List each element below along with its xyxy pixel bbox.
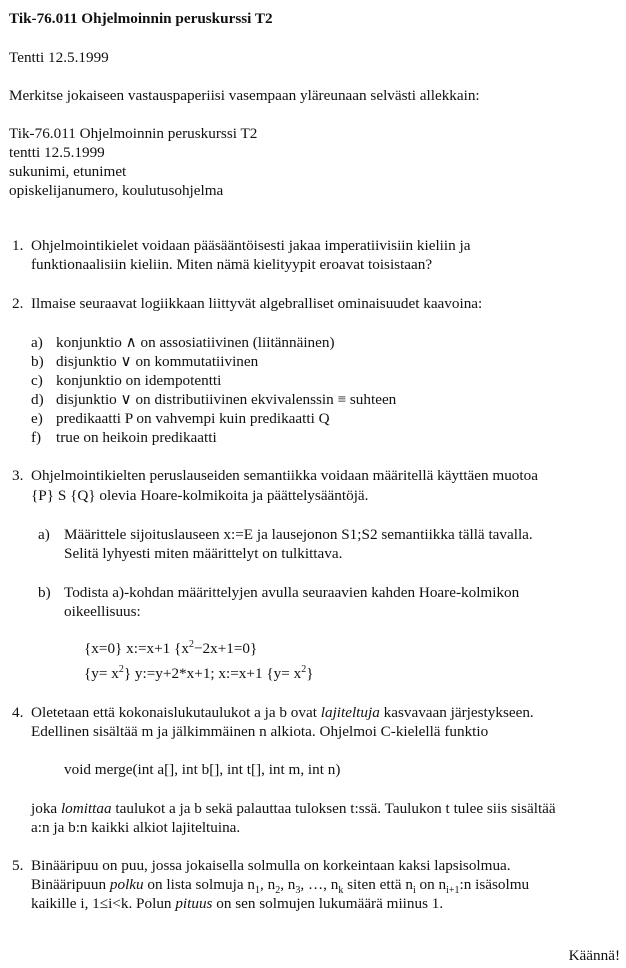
subquestion-label: a) [38, 526, 50, 543]
item-label: b) [31, 353, 44, 370]
question-text: joka lomittaa taulukot a ja b sekä palauttaa tuloksen t:ssä. Taulukon t tulee siis sisältää [31, 800, 556, 817]
function-signature: void merge(int a[], int b[], int t[], int m, int n) [64, 761, 341, 778]
subquestion-text: Todista a)-kohdan määrittelyjen avulla seuraavien kahden Hoare-kolmikon [64, 584, 520, 601]
question-text: Binääripuun polku on lista solmuja $n_1$, $n_2$, $n_3$, …, $n_k$ siten että $n_i$ on $n_{i+1}:n$ isäsolmu [31, 876, 530, 897]
instruction: Merkitse jokaiseen vastauspaperiisi vasempaan yläreunaan selvästi allekkain: [9, 87, 480, 104]
question-text: kaikille i, 1≤i<k. Polun pituus on sen solmujen lukumäärä miinus 1. [31, 895, 444, 912]
question-text: Edellinen sisältää m ja jälkimmäinen n alkiota. Ohjelmoi C-kielellä funktio [31, 723, 489, 740]
question-text: funktionaalisiin kieliin. Miten nämä kielityypit eroavat toisistaan? [31, 256, 433, 273]
mark-line: Tik-76.011 Ohjelmoinnin peruskurssi T2 [9, 125, 258, 142]
item-label: e) [31, 410, 43, 427]
item-text: disjunktio ∨ on distributiivinen ekvivalenssin ≡ suhteen [56, 391, 397, 408]
subquestion-label: b) [38, 584, 51, 601]
question-text: Ohjelmointikielet voidaan pääsääntöisesti jakaa imperatiivisiin kieliin ja [31, 237, 471, 254]
item-label: d) [31, 391, 44, 408]
question-text: Ilmaise seuraavat logiikkaan liittyvät algebralliset ominaisuudet kaavoina: [31, 295, 483, 312]
hoare-triple-1: {x=0} x:=x+1 $\{x^2-2x+1=0\}$ [84, 638, 258, 657]
mark-line: sukunimi, etunimet [9, 163, 127, 180]
item-text: true on heikoin predikaatti [56, 429, 217, 446]
question-text: Oletetaan että kokonaislukutaulukot a ja b ovat lajiteltuja kasvavaan järjestykseen. [31, 704, 534, 721]
item-text: konjunktio ∧ on assosiatiivinen (liitännäinen) [56, 334, 335, 351]
question-text: Ohjelmointikielten peruslauseiden semantiikka voidaan määritellä käyttäen muotoa [31, 467, 538, 484]
question-text: {P} S {Q} olevia Hoare-kolmikoita ja päättelysääntöjä. [31, 487, 369, 504]
question-number: 4. [12, 704, 24, 721]
course-title: Tik-76.011 Ohjelmoinnin peruskurssi T2 [9, 10, 273, 27]
item-label: c) [31, 372, 43, 389]
mark-line: opiskelijanumero, koulutusohjelma [9, 182, 224, 199]
question-number: 5. [12, 857, 24, 874]
item-text: konjunktio on idempotentti [56, 372, 222, 389]
hoare-triple-2: $\{y= x^2\}$ y:=y+2*x+1; x:=x+1 $\{y= x^2\}$ [84, 663, 314, 682]
subquestion-text: Määrittele sijoituslauseen x:=E ja lausejonon S1;S2 semantiikka tällä tavalla. [64, 526, 533, 543]
question-text: Binääripuu on puu, jossa jokaisella solmulla on korkeintaan kaksi lapsisolmua. [31, 857, 511, 874]
question-number: 3. [12, 467, 24, 484]
mark-line: tentti 12.5.1999 [9, 144, 105, 161]
question-text: a:n ja b:n kaikki alkiot lajiteltuina. [31, 819, 241, 836]
question-number: 2. [12, 295, 24, 312]
item-label: a) [31, 334, 43, 351]
item-label: f) [31, 429, 42, 446]
subquestion-text: oikeellisuus: [64, 603, 141, 620]
turn-page-note: Käännä! [568, 947, 620, 964]
question-number: 1. [12, 237, 24, 254]
item-text: predikaatti P on vahvempi kuin predikaatti Q [56, 410, 330, 427]
item-text: disjunktio ∨ on kommutatiivinen [56, 353, 259, 370]
exam-date: Tentti 12.5.1999 [9, 49, 109, 66]
subquestion-text: Selitä lyhyesti miten määrittelyt on tulkittava. [64, 545, 343, 562]
